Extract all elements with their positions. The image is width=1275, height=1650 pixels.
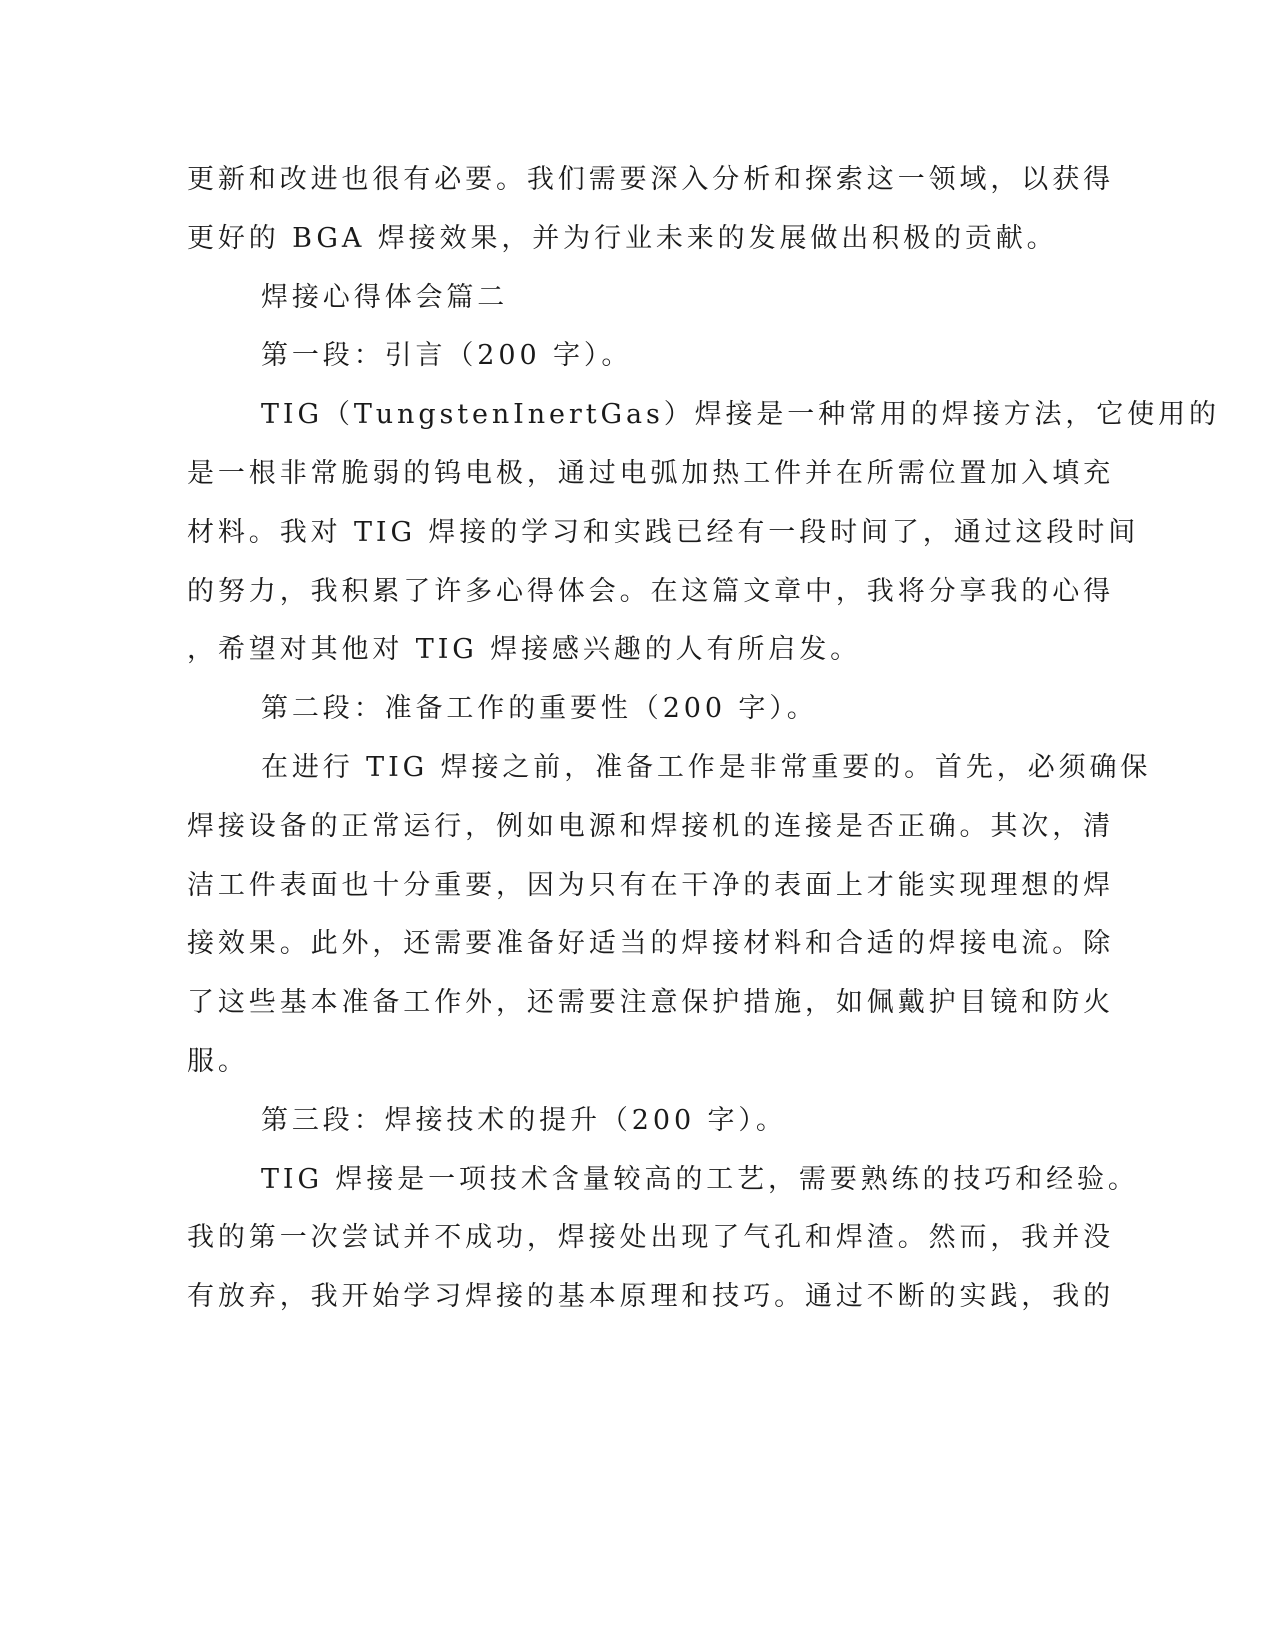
paragraph-heading: 第二段：准备工作的重要性（200 字）。 [261,693,818,724]
text-line: 是一根非常脆弱的钨电极，通过电弧加热工件并在所需位置加入填充 [187,458,1114,489]
section-title: 焊接心得体会篇二 [261,282,509,313]
text-line: TIG 焊接是一项技术含量较高的工艺，需要熟练的技巧和经验。 [261,1164,1139,1195]
text-line: 更新和改进也很有必要。我们需要深入分析和探索这一领域，以获得 [187,164,1114,195]
text-line: ，希望对其他对 TIG 焊接感兴趣的人有所启发。 [187,634,862,665]
text-line: 焊接设备的正常运行，例如电源和焊接机的连接是否正确。其次，清 [187,811,1114,842]
text-line: 我的第一次尝试并不成功，焊接处出现了气孔和焊渣。然而，我并没 [187,1222,1114,1253]
text-line: 接效果。此外，还需要准备好适当的焊接材料和合适的焊接电流。除 [187,928,1114,959]
text-line: 服。 [187,1046,249,1077]
text-line: 的努力，我积累了许多心得体会。在这篇文章中，我将分享我的心得 [187,576,1114,607]
text-line: TIG（TungstenInertGas）焊接是一种常用的焊接方法，它使用的 [261,399,1220,430]
text-line: 了这些基本准备工作外，还需要注意保护措施，如佩戴护目镜和防火 [187,987,1114,1018]
text-line: 在进行 TIG 焊接之前，准备工作是非常重要的。首先，必须确保 [261,752,1152,783]
text-line: 有放弃，我开始学习焊接的基本原理和技巧。通过不断的实践，我的 [187,1281,1114,1312]
text-line: 更好的 BGA 焊接效果，并为行业未来的发展做出积极的贡献。 [187,223,1058,254]
paragraph-heading: 第三段：焊接技术的提升（200 字）。 [261,1105,787,1136]
text-line: 材料。我对 TIG 焊接的学习和实践已经有一段时间了，通过这段时间 [187,517,1140,548]
paragraph-heading: 第一段：引言（200 字）。 [261,340,633,371]
text-line: 洁工件表面也十分重要，因为只有在干净的表面上才能实现理想的焊 [187,870,1114,901]
